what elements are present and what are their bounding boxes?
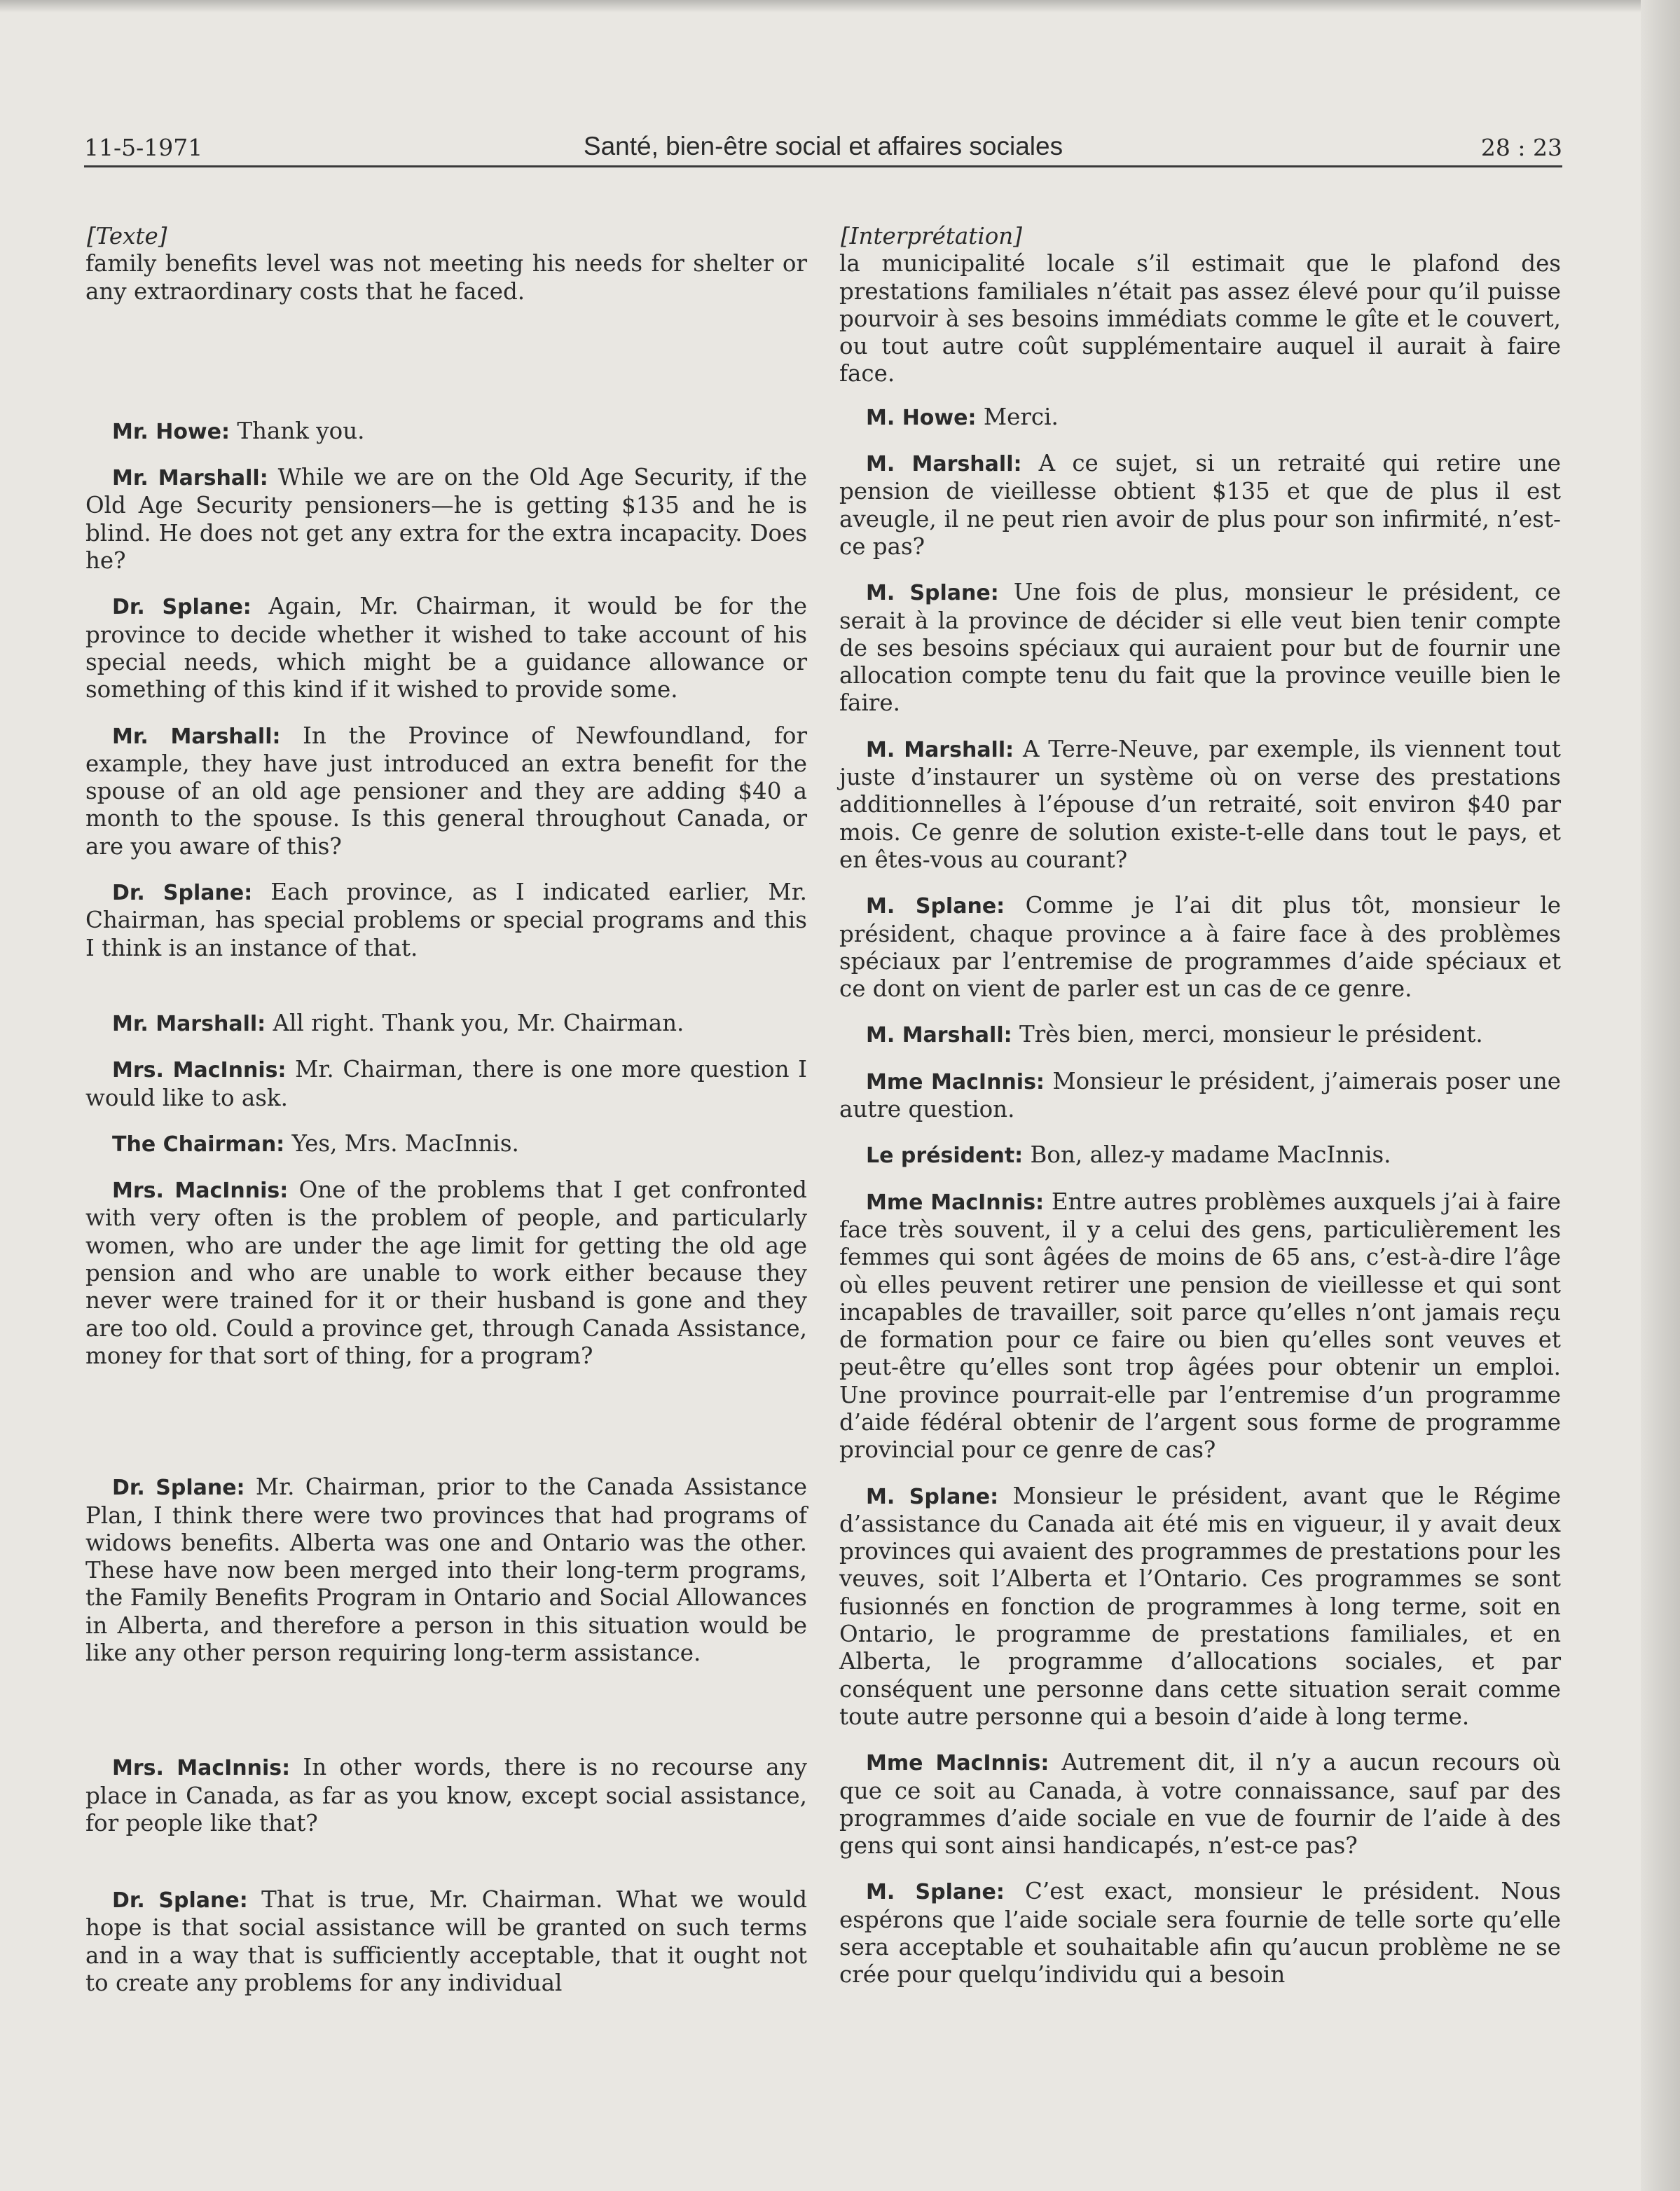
speaker-name: Mrs. MacInnis: bbox=[112, 1756, 291, 1781]
speech-paragraph bbox=[839, 1068, 1561, 1124]
section-label: [Interprétation] bbox=[841, 223, 1022, 249]
speech-paragraph bbox=[85, 1886, 807, 1997]
speaker-name: M. Howe: bbox=[866, 405, 977, 430]
speech-paragraph bbox=[85, 593, 807, 703]
speaker-name: Mrs. MacInnis: bbox=[112, 1179, 289, 1204]
speech-text: Autrement dit, il n’y a aucun recours où que ce soit au Canada, à votre connaissance, sauf par des programmes d’aide sociale en vue de fournir de l’aide à des gens qui sont ainsi handicapés, n’est-ce pas? bbox=[839, 1749, 1561, 1860]
speech-text: Monsieur le président, avant que le Régime d’assistance du Canada ait été mis en vigueur, il y avait deux provinces qui avaient des programmes de prestations pour les veuves, soit l’Alberta et l’Ontario. Ces programmes se sont fusionnés en fonction de programmes à long terme, soit en Ontario, le programme de prestations familiales, et en Alberta, le programme d’allocations sociales, et par conséquent une personne dans cette situation serait comme toute autre personne qui a besoin d’aide à long terme. bbox=[839, 1482, 1561, 1730]
speech-paragraph bbox=[839, 404, 1561, 432]
speaker-name: Dr. Splane: bbox=[112, 881, 253, 906]
speech-text: Monsieur le président, j’aimerais poser une autre question. bbox=[839, 1067, 1561, 1123]
speech-paragraph bbox=[839, 1021, 1561, 1049]
speech-text: C’est exact, monsieur le président. Nous espérons que l’aide sociale sera fournie de telle sorte qu’elle sera acceptable et souhaitable afin qu’aucun problème ne se crée pour quelqu’individu qui a besoin bbox=[839, 1878, 1561, 1989]
speech-text: Each province, as I indicated earlier, Mr. Chairman, has special problems or special programs and this I think is an instance of that. bbox=[85, 879, 807, 961]
speech-text: That is true, Mr. Chairman. What we would hope is that social assistance will be granted on such terms and in a way that is sufficiently acceptable, that it ought not to create any problems for any individual bbox=[85, 1886, 807, 1997]
speech-text: Thank you. bbox=[237, 417, 365, 444]
speech-paragraph bbox=[85, 1056, 807, 1112]
speech-text: Mr. Chairman, prior to the Canada Assistance Plan, I think there were two provinces that had programs of widows benefits. Alberta was one and Ontario was the other. These have now been merged into their long-term programs, the Family Benefits Program in Ontario and Social Allowances in Alberta, and therefore a person in this situation would be like any other person requiring long-term assistance. bbox=[85, 1474, 807, 1666]
speaker-name: Mr. Marshall: bbox=[112, 1011, 266, 1036]
speech-paragraph bbox=[85, 1176, 807, 1370]
speech-text: Très bien, merci, monsieur le président. bbox=[1019, 1021, 1483, 1048]
speech-text: A ce sujet, si un retraité qui retire une pension de vieillesse obtient $135 et que de plus il est aveugle, il ne peut rien avoir de plus pour son infirmité, n’est-ce pas? bbox=[839, 450, 1561, 560]
intro-paragraph: la municipalité locale s’il estimait que le plafond des prestations familiales n’était pas assez élevé pour qu’il puisse pourvoir à ses besoins immédiats comme le gîte et le couvert, ou tout autre coût supplémentaire auquel il aurait à faire face. bbox=[839, 250, 1561, 387]
header-page-number: 28 : 23 bbox=[1480, 134, 1562, 161]
speaker-name: Dr. Splane: bbox=[112, 595, 252, 620]
speaker-name: M. Marshall: bbox=[866, 737, 1014, 762]
speech-paragraph bbox=[85, 1130, 807, 1158]
header-title: Santé, bien-être social et affaires sociales bbox=[583, 132, 1063, 160]
speech-text: In the Province of Newfoundland, for example, they have just introduced an extra benefit for the spouse of an old age pensioner and they are adding $40 a month to the spouse. Is this general throughout Canada, or are you aware of this? bbox=[85, 722, 807, 860]
header-date: 11-5-1971 bbox=[84, 134, 203, 161]
speech-paragraph bbox=[839, 1749, 1561, 1860]
speech-text: Merci. bbox=[983, 403, 1059, 430]
speech-paragraph bbox=[839, 1141, 1561, 1169]
speaker-name: Mr. Marshall: bbox=[112, 466, 268, 491]
speech-paragraph bbox=[85, 418, 807, 446]
speech-paragraph bbox=[839, 1483, 1561, 1731]
speaker-name: Le président: bbox=[866, 1143, 1024, 1169]
speech-text: Again, Mr. Chairman, it would be for the province to decide whether it wished to take account of his special needs, which might be a guidance allowance or something of this kind if it wished to provide some. bbox=[85, 593, 808, 703]
speech-paragraph bbox=[85, 464, 807, 575]
speaker-name: Mrs. MacInnis: bbox=[112, 1058, 287, 1083]
speech-text: While we are on the Old Age Security, if the Old Age Security pensioners—he is getting $135 and he is blind. He does not get any extra for the extra incapacity. Does he? bbox=[85, 464, 807, 575]
speech-text: Bon, allez-y madame MacInnis. bbox=[1030, 1141, 1391, 1169]
speaker-name: M. Splane: bbox=[866, 1880, 1005, 1905]
speaker-name: M. Splane: bbox=[866, 1484, 999, 1509]
speaker-name: M. Splane: bbox=[866, 581, 999, 606]
french-column bbox=[839, 223, 1561, 1989]
speech-paragraph bbox=[85, 722, 807, 860]
intro-paragraph: family benefits level was not meeting his needs for shelter or any extraordinary costs that he faced. bbox=[85, 250, 807, 305]
speech-paragraph bbox=[839, 1188, 1561, 1464]
speech-paragraph bbox=[85, 1010, 807, 1038]
speech-text: One of the problems that I get confronted with very often is the problem of people, and particularly women, who are under the age limit for getting the old age pension and who are unable to work either because they never were trained for it or their husband is gone and they are too old. Could a province get, through Canada Assistance, money for that sort of thing, for a program? bbox=[85, 1176, 807, 1369]
speech-paragraph bbox=[839, 736, 1561, 874]
page-top-shadow bbox=[0, 0, 1680, 13]
speech-text: Une fois de plus, monsieur le président, ce serait à la province de décider si elle veut bien tenir compte de ses besoins spéciaux qui auraient pour but de fournir une allocation compte tenu du fait que la province veuille bien le faire. bbox=[839, 579, 1561, 717]
speech-paragraph bbox=[839, 579, 1561, 717]
speaker-name: Mme MacInnis: bbox=[866, 1190, 1045, 1215]
speech-text: All right. Thank you, Mr. Chairman. bbox=[273, 1009, 684, 1036]
speech-paragraph bbox=[839, 450, 1561, 561]
speech-text: In other words, there is no recourse any place in Canada, as far as you know, except social assistance, for people like that? bbox=[85, 1754, 807, 1836]
speaker-name: The Chairman: bbox=[112, 1132, 285, 1157]
running-header bbox=[84, 130, 1562, 167]
speaker-name: Mme MacInnis: bbox=[866, 1751, 1049, 1776]
page-right-edge bbox=[1641, 0, 1680, 2191]
speaker-name: Mme MacInnis: bbox=[866, 1069, 1045, 1094]
speaker-name: Dr. Splane: bbox=[112, 1888, 248, 1914]
english-column bbox=[85, 223, 807, 1997]
speaker-name: M. Marshall: bbox=[866, 1023, 1012, 1048]
speaker-name: Mr. Howe: bbox=[112, 419, 230, 444]
speech-paragraph bbox=[85, 1474, 807, 1667]
speaker-name: M. Marshall: bbox=[866, 452, 1022, 477]
speech-text: Yes, Mrs. MacInnis. bbox=[291, 1129, 519, 1157]
section-label: [Texte] bbox=[87, 223, 167, 249]
speech-text: Comme je l’ai dit plus tôt, monsieur le président, chaque province a à faire face à des problèmes spéciaux par l’entremise de programmes d’aide spéciaux et ce dont on vient de parler est un cas de ce genre. bbox=[839, 892, 1561, 1003]
speech-paragraph bbox=[839, 892, 1561, 1003]
speech-paragraph bbox=[85, 1754, 807, 1837]
speaker-name: Dr. Splane: bbox=[112, 1476, 245, 1501]
speaker-name: M. Splane: bbox=[866, 894, 1005, 919]
speech-text: Entre autres problèmes auxquels j’ai à faire face très souvent, il y a celui des gens, particulièrement les femmes qui sont âgées de moins de 65 ans, c’est-à-dire l’âge où elles peuvent retirer une pension de vieillesse et qui sont incapables de travailler, soit parce qu’elles n’ont jamais reçu de formation pour ce faire ou bien qu’elles sont veuves et peut-être qu’elles sont trop âgées pour obtenir un emploi. Une province pourrait-elle par l’entremise d’un programme d’aide fédéral obtenir de l’argent sous forme de programme provincial pour ce genre de cas? bbox=[839, 1188, 1561, 1464]
speaker-name: Mr. Marshall: bbox=[112, 724, 281, 749]
speech-paragraph bbox=[839, 1878, 1561, 1989]
speech-paragraph bbox=[85, 879, 807, 962]
speech-text: A Terre-Neuve, par exemple, ils viennent tout juste d’instaurer un système où on verse des prestations additionnelles à l’épouse d’un retraité, soit environ $40 par mois. Ce genre de solution existe-t-elle dans tout le pays, et en êtes-vous au courant? bbox=[839, 735, 1561, 873]
speech-text: Mr. Chairman, there is one more question I would like to ask. bbox=[85, 1056, 807, 1111]
